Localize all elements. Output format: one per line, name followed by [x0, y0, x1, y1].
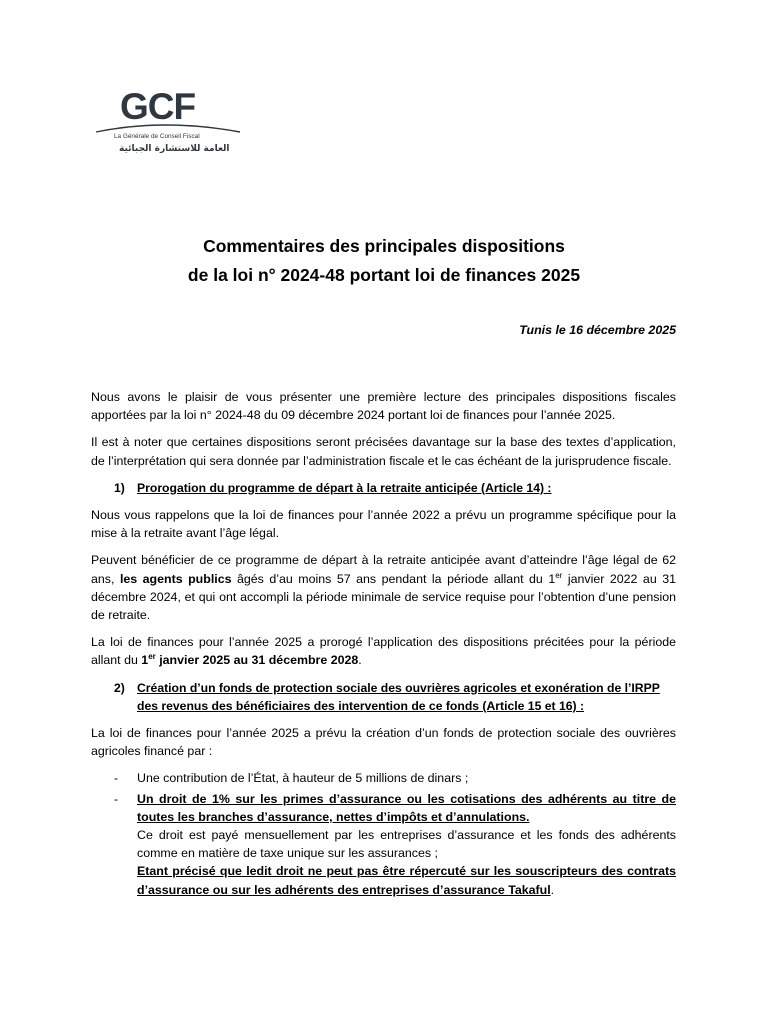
section-2-title: Création d’un fonds de protection sociale des ouvrières agricoles et exonération de l’IRPP des revenus des bénéficiaires des intervention de ce fonds (Article 15 et 16) :	[137, 680, 660, 713]
intro-paragraph-1: Nous avons le plaisir de vous présenter une première lecture des principales dispositions fiscales apportées par la loi n° 2024-48 du 09 décembre 2024 portant loi de finances pour l’année 2025.	[91, 390, 676, 423]
list-item-content: Un droit de 1% sur les primes d’assurance ou les cotisations des adhérents au titre de toutes les branches d’assurance, nettes d’impôts et d’annulations. Ce droit est payé mensuellement par les entreprises d’assurance et les fonds des adhérents comme en matière de taxe unique sur les assurances ; Etant précisé que ledit droit ne peut pas être répercuté sur les souscripteurs des contrats d’assurance ou sur les adhérents des entreprises d’assurance Takaful.	[137, 791, 676, 897]
section-1-paragraph-2: Peuvent bénéficier de ce programme de départ à la retraite anticipée avant d’atteindre l’âge légal de 62 ans, les agents publics âgés d’au moins 57 ans pendant la période allant du 1er janvier 2022 au 31 décembre 2024, et qui ont accompli la période minimale de service requise pour l’obtention d’une pension de retraite.	[91, 553, 676, 623]
intro-paragraph-2: Il est à noter que certaines dispositions seront précisées davantage sur la base des textes d’application, de l’interprétation qui sera donnée par l’administration fiscale et le cas échéant de la jurisprudence fiscale.	[91, 435, 676, 468]
list-dash: -	[114, 791, 119, 806]
logo-subtitle: La Générale de Conseil Fiscal	[114, 133, 200, 140]
logo-letters: GCF	[120, 86, 196, 127]
title-line-1: Commentaires des principales dispositions	[203, 236, 565, 256]
gcf-logo-graphic	[94, 86, 244, 156]
section-2-heading	[91, 679, 676, 715]
list-item	[91, 769, 676, 787]
document-body	[91, 388, 676, 901]
funding-list	[91, 769, 676, 898]
list-item-text: Une contribution de l’État, à hauteur de 5 millions de dinars ;	[137, 771, 469, 786]
section-2-paragraph-1: La loi de finances pour l’année 2025 a prévu la création d’un fonds de protection sociale des ouvrières agricoles financé par :	[91, 726, 676, 759]
list-dash: -	[114, 771, 119, 786]
section-1-number: 1)	[114, 480, 125, 495]
list-item-bold-text: Un droit de 1% sur les primes d’assurance ou les cotisations des adhérents au titre de toutes les branches d’assurance, nettes d’impôts et d’annulations.	[137, 791, 676, 824]
highlight-agents-publics: les agents publics	[119, 571, 232, 586]
section-2-number: 2)	[114, 680, 125, 695]
highlight-period: 1er janvier 2025 au 31 décembre 2028	[141, 652, 359, 668]
section-1-title: Prorogation du programme de départ à la retraite anticipée (Article 14) :	[137, 480, 552, 495]
section-1-paragraph-1: Nous vous rappelons que la loi de finances pour l’année 2022 a prévu un programme spécifique pour la mise à la retraite avant l’âge légal.	[91, 508, 676, 541]
document-title	[0, 232, 768, 290]
document-date: Tunis le 16 décembre 2025	[519, 323, 676, 337]
section-1-heading	[91, 479, 676, 497]
list-item-bold-note: Etant précisé que ledit droit ne peut pas être répercuté sur les souscripteurs des contrats d’assurance ou sur les adhérents des entreprises d’assurance Takaful	[137, 864, 676, 897]
gcf-logo	[94, 86, 244, 156]
title-line-2: de la loi n° 2024-48 portant loi de finances 2025	[187, 265, 581, 285]
section-1-paragraph-3: La loi de finances pour l’année 2025 a prorogé l’application des dispositions précitées pour la période allant du 1er janvier 2025 au 31 décembre 2028.	[91, 635, 676, 668]
list-item	[91, 790, 676, 899]
list-item-text: Ce droit est payé mensuellement par les entreprises d’assurance et les fonds des adhérents comme en matière de taxe unique sur les assurances ;	[137, 828, 676, 861]
logo-arabic: العامة للاستشارة الجبائية	[119, 144, 230, 154]
